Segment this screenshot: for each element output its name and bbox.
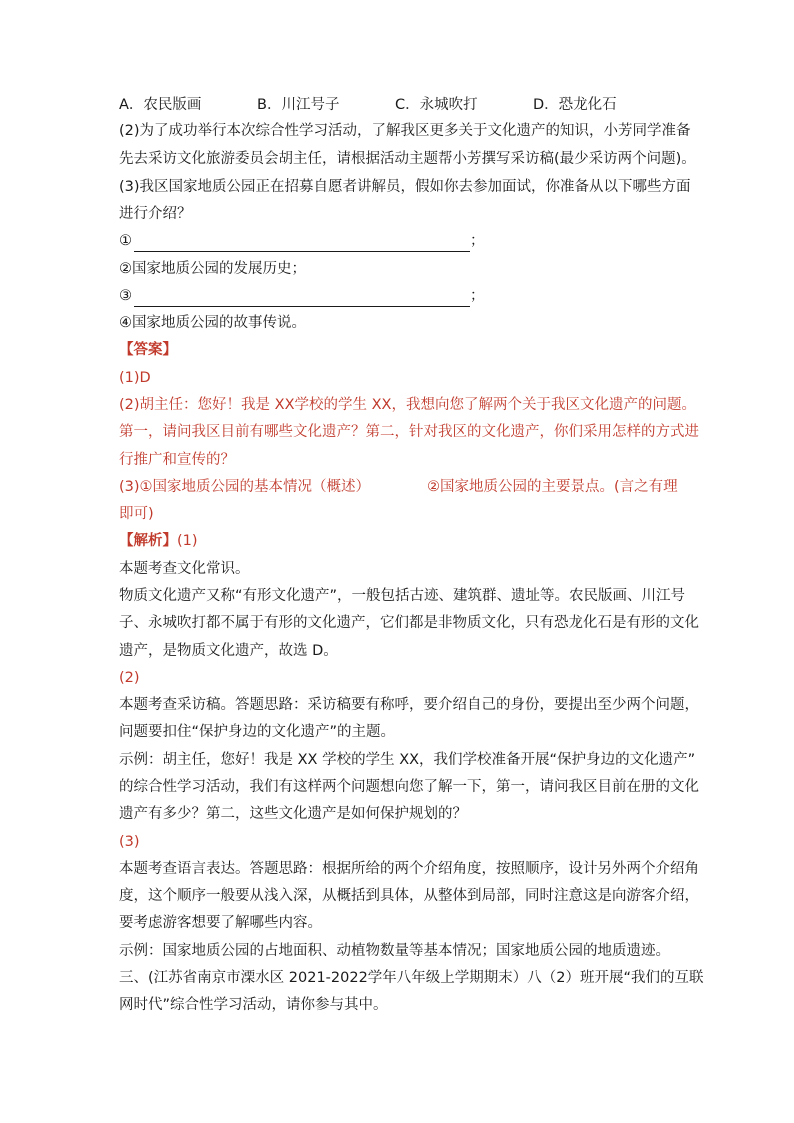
item-1: ① ； xyxy=(119,230,679,252)
question-2-line: 先去采访文化旅游委员会胡主任，请根据活动主题帮小芳撰写采访稿(最少采访两个问题)。 xyxy=(119,151,696,167)
analysis-2-line: 问题要扣住“保护身边的文化遗产”的主题。 xyxy=(119,724,396,740)
section-3-line: 三、(江苏省南京市溧水区 2021-2022学年八年级上学期期末）八（2）班开展“我们的互联 xyxy=(119,970,704,986)
analysis-2-line: 遗产有多少？第二，这些文化遗产是如何保护规划的？ xyxy=(119,806,467,822)
analysis-3-line: 本题考查语言表达。答题思路：根据所给的两个介绍角度，按照顺序，设计另外两个介绍角 xyxy=(119,861,699,877)
analysis-2-line: 本题考查采访稿。答题思路：采访稿要有称呼，要介绍自己的身份，要提出至少两个问题， xyxy=(119,697,699,713)
analysis-number: (3) xyxy=(119,834,140,850)
answer-2-line: 第一，请问我区目前有哪些文化遗产？第二，针对我区的文化遗产，你们采用怎样的方式进 xyxy=(119,424,699,440)
answer-2-line: 行推广和宣传的？ xyxy=(119,452,235,468)
answer-blank[interactable] xyxy=(134,235,470,252)
analysis-3-line: 要考虑游客想要了解哪些内容。 xyxy=(119,915,322,931)
analysis-number: (2) xyxy=(119,670,140,686)
option-c: C．永城吹打 xyxy=(395,97,478,113)
answer-2-line: (2)胡主任：您好！我是 XX学校的学生 XX，我想向您了解两个关于我区文化遗产的问题。 xyxy=(119,397,696,413)
analysis-1-line: 物质文化遗产又称“有形文化遗产”，一般包括古迹、建筑群、遗址等。农民版画、川江号 xyxy=(119,588,686,604)
answer-header: 【答案】 xyxy=(119,342,177,358)
analysis-2-line: 示例：胡主任，您好！我是 XX 学校的学生 XX，我们学校准备开展“保护身边的文化遗产” xyxy=(119,752,696,768)
item-4: ④国家地质公园的故事传说。 xyxy=(119,315,306,331)
answer-1: (1)D xyxy=(119,370,151,386)
option-a: A．农民版画 xyxy=(119,97,202,113)
section-3-line: 网时代”综合性学习活动，请你参与其中。 xyxy=(119,997,388,1013)
analysis-3-line: 示例：国家地质公园的占地面积、动植物数量等基本情况；国家地质公园的地质遗迹。 xyxy=(119,943,670,959)
answer-3-part1: (3)①国家地质公园的基本情况（概述） xyxy=(119,479,371,495)
answer-3-line: 即可) xyxy=(119,506,154,522)
analysis-1-line: 遗产，是物质文化遗产，故选 D。 xyxy=(119,643,338,659)
analysis-header: 【解析】 xyxy=(119,533,177,549)
option-d: D．恐龙化石 xyxy=(533,97,617,113)
item-2: ②国家地质公园的发展历史； xyxy=(119,261,306,277)
analysis-header-line xyxy=(119,530,679,552)
item-3: ③ ； xyxy=(119,285,679,307)
answer-3-part2: ②国家地质公园的主要景点。(言之有理 xyxy=(427,479,678,495)
question-3-line: (3)我区国家地质公园正在招募自愿者讲解员，假如你去参加面试，你准备从以下哪些方面 xyxy=(119,179,691,195)
analysis-number: (1) xyxy=(177,533,198,549)
analysis-1-line: 本题考查文化常识。 xyxy=(119,561,250,577)
question-3-line: 进行介绍？ xyxy=(119,206,192,222)
answer-blank[interactable] xyxy=(134,290,470,307)
analysis-3-line: 度，这个顺序一般要从浅入深，从概括到具体，从整体到局部，同时注意这是向游客介绍， xyxy=(119,888,699,904)
option-b: B．川江号子 xyxy=(257,97,340,113)
question-2-line: (2)为了成功举行本次综合性学习活动，了解我区更多关于文化遗产的知识，小芳同学准备 xyxy=(119,123,691,139)
analysis-1-line: 子、永城吹打都不属于有形的文化遗产，它们都是非物质文化，只有恐龙化石是有形的文化 xyxy=(119,615,699,631)
analysis-2-line: 的综合性学习活动，我们有这样两个问题想向您了解一下，第一，请问我区目前在册的文化 xyxy=(119,779,699,795)
